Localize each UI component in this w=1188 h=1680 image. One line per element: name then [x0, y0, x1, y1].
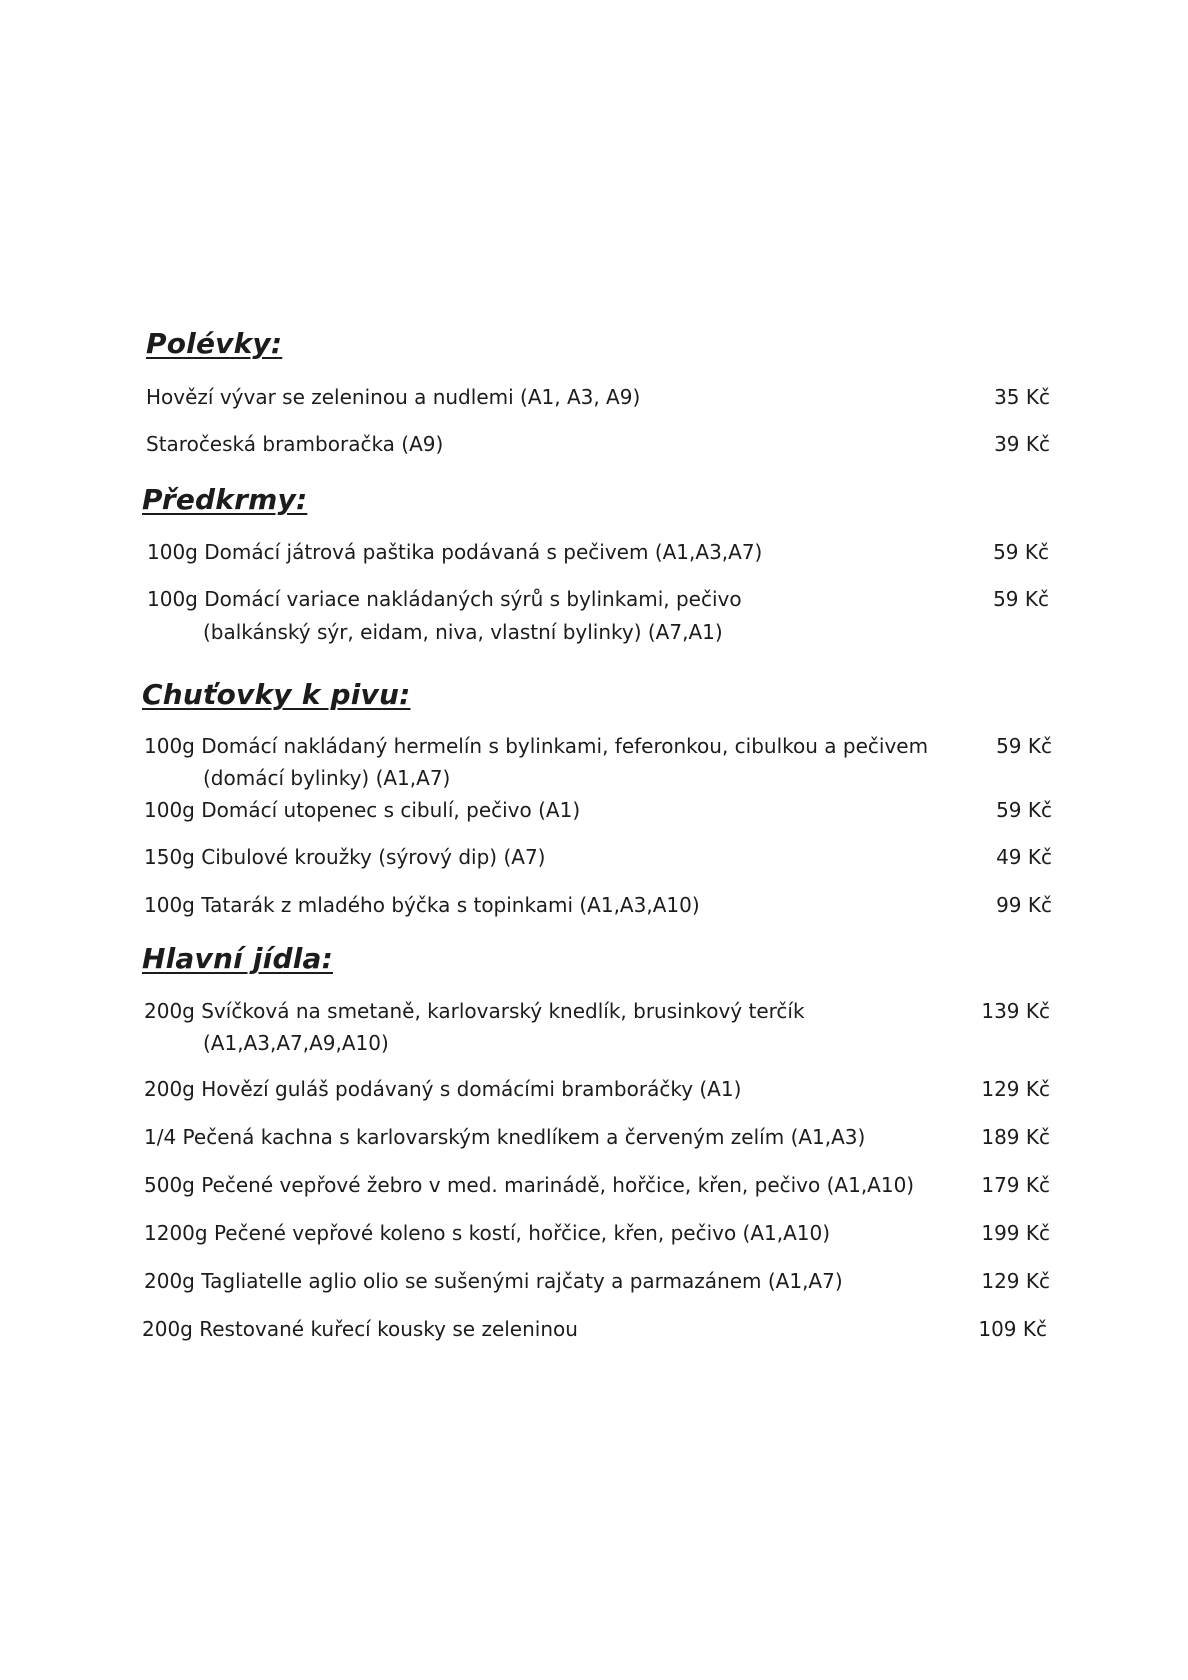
menu-item-price: 179 Kč — [981, 1173, 1050, 1197]
menu-item-price: 59 Kč — [996, 798, 1052, 822]
menu-item-name: 1200g Pečené vepřové koleno s kostí, hořčice, křen, pečivo (A1,A10) — [144, 1221, 831, 1245]
menu-item-name: 1/4 Pečená kachna s karlovarským knedlíkem a červeným zelím (A1,A3) — [144, 1125, 866, 1149]
menu-item-name: 100g Tatarák z mladého býčka s topinkami (A1,A3,A10) — [144, 893, 700, 917]
menu-item-name: 100g Domácí variace nakládaných sýrů s bylinkami, pečivo — [147, 587, 742, 611]
menu-item-name: 100g Domácí utopenec s cibulí, pečivo (A1) — [144, 798, 581, 822]
menu-item-price: 59 Kč — [993, 540, 1049, 564]
menu-item-price: 189 Kč — [981, 1125, 1050, 1149]
menu-item-detail: (A1,A3,A7,A9,A10) — [203, 1031, 389, 1055]
menu-item-price: 49 Kč — [996, 845, 1052, 869]
menu-item-detail: (domácí bylinky) (A1,A7) — [203, 766, 451, 790]
menu-item-name: 100g Domácí nakládaný hermelín s bylinkami, feferonkou, cibulkou a pečivem — [144, 734, 929, 758]
menu-item-name: 100g Domácí játrová paštika podávaná s pečivem (A1,A3,A7) — [147, 540, 763, 564]
menu-item-price: 129 Kč — [981, 1269, 1050, 1293]
section-heading-soups: Polévky: — [146, 327, 283, 360]
menu-item-name: 500g Pečené vepřové žebro v med. marinádě, hořčice, křen, pečivo (A1,A10) — [144, 1173, 915, 1197]
menu-item-price: 199 Kč — [981, 1221, 1050, 1245]
menu-item-detail: (balkánský sýr, eidam, niva, vlastní bylinky) (A7,A1) — [203, 620, 723, 644]
menu-item-name: 200g Tagliatelle aglio olio se sušenými rajčaty a parmazánem (A1,A7) — [144, 1269, 843, 1293]
section-heading-starters: Předkrmy: — [142, 483, 308, 516]
menu-item-price: 109 Kč — [978, 1317, 1047, 1341]
menu-item-price: 129 Kč — [981, 1077, 1050, 1101]
menu-item-name: 150g Cibulové kroužky (sýrový dip) (A7) — [144, 845, 546, 869]
menu-item-name: Staročeská bramboračka (A9) — [146, 432, 444, 456]
menu-item-name: 200g Restované kuřecí kousky se zeleninou — [142, 1317, 578, 1341]
menu-item-name: 200g Svíčková na smetaně, karlovarský knedlík, brusinkový terčík — [144, 999, 805, 1023]
menu-item-price: 39 Kč — [994, 432, 1050, 456]
menu-item-name: Hovězí vývar se zeleninou a nudlemi (A1, A3, A9) — [146, 385, 641, 409]
section-heading-main-courses: Hlavní jídla: — [142, 942, 333, 975]
menu-item-price: 139 Kč — [981, 999, 1050, 1023]
menu-item-price: 35 Kč — [994, 385, 1050, 409]
menu-item-name: 200g Hovězí guláš podávaný s domácími bramboráčky (A1) — [144, 1077, 742, 1101]
menu-item-price: 59 Kč — [996, 734, 1052, 758]
section-heading-beer-snacks: Chuťovky k pivu: — [142, 678, 411, 711]
menu-item-price: 99 Kč — [996, 893, 1052, 917]
menu-item-price: 59 Kč — [993, 587, 1049, 611]
